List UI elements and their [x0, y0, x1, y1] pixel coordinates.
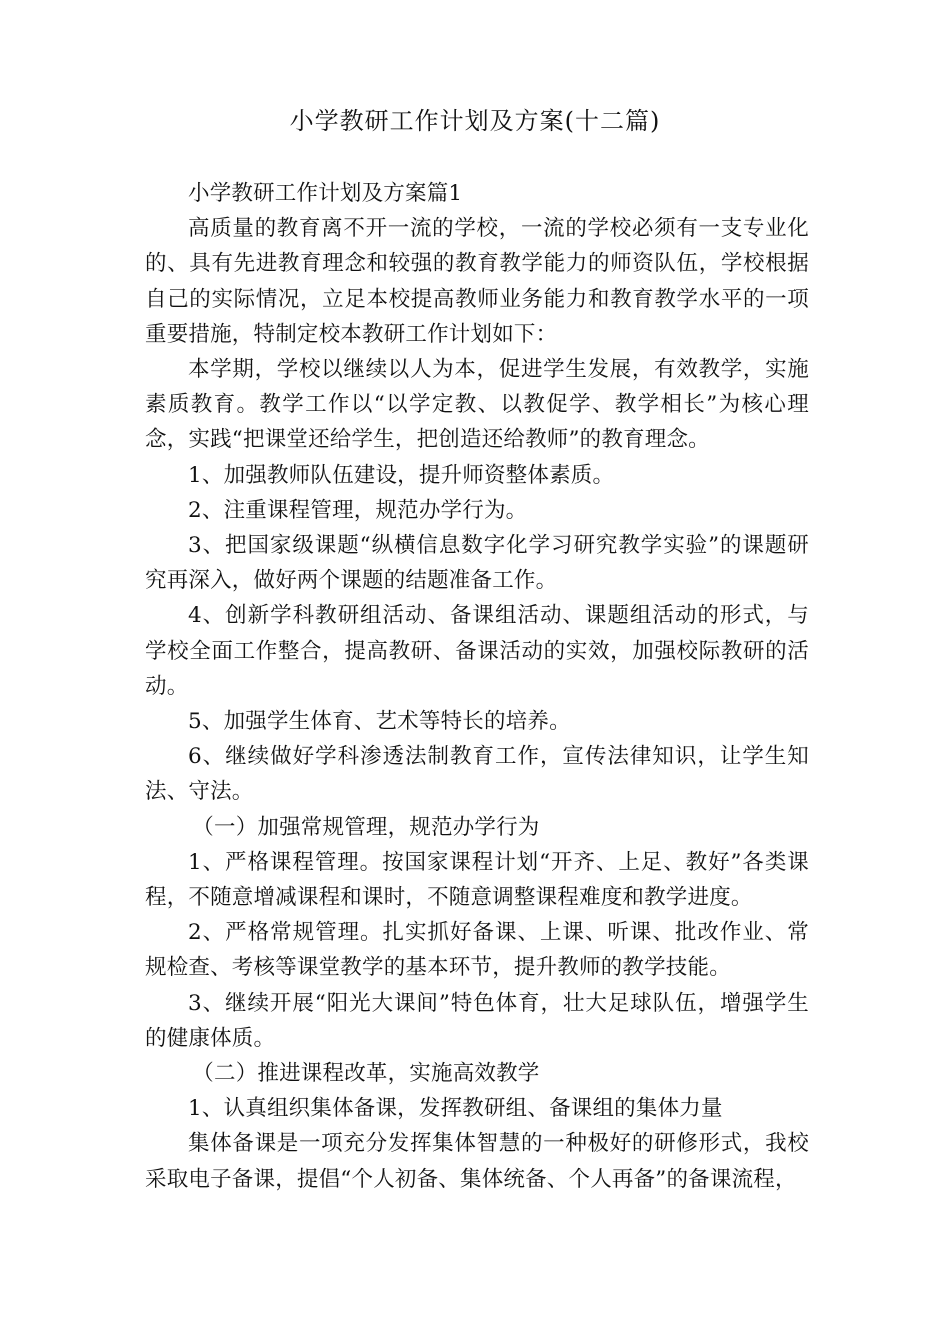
list-item: 2、严格常规管理。扎实抓好备课、上课、听课、批改作业、常规检查、考核等课堂教学的基本环节，提升教师的教学技能。	[145, 920, 809, 981]
paragraph: 高质量的教育离不开一流的学校，一流的学校必须有一支专业化的、具有先进教育理念和较强的教育教学能力的师资队伍，学校根据自己的实际情况，立足本校提高教师业务能力和教育教学水平的一项重要措施，特制定校本教研工作计划如下：	[145, 216, 809, 347]
list-item: 3、把国家级课题“纵横信息数字化学习研究教学实验”的课题研究再深入，做好两个课题的结题准备工作。	[145, 533, 809, 594]
paragraph: 集体备课是一项充分发挥集体智慧的一种极好的研修形式，我校采取电子备课，提倡“个人初备、集体统备、个人再备”的备课流程，	[145, 1131, 809, 1192]
section-heading: 小学教研工作计划及方案篇1	[188, 181, 463, 206]
list-item: 1、加强教师队伍建设，提升师资整体素质。	[188, 462, 615, 488]
document-title: 小学教研工作计划及方案(十二篇)	[289, 107, 661, 135]
subsection-heading: （一）加强常规管理，规范办学行为	[192, 814, 540, 840]
list-item: 2、注重课程管理，规范办学行为。	[188, 497, 528, 523]
document-body	[145, 176, 809, 1197]
list-item: 1、认真组织集体备课，发挥教研组、备课组的集体力量	[188, 1096, 723, 1122]
list-item: 5、加强学生体育、艺术等特长的培养。	[188, 709, 571, 735]
paragraph: 本学期，学校以继续以人为本，促进学生发展，有效教学，实施素质教育。教学工作以“以学定教、以教促学、教学相长”为核心理念，实践“把课堂还给学生，把创造还给教师”的教育理念。	[145, 357, 809, 453]
list-item: 1、严格课程管理。按国家课程计划“开齐、上足、教好”各类课程，不随意增减课程和课时，不随意调整课程难度和教学进度。	[145, 849, 809, 911]
list-item: 4、创新学科教研组活动、备课组活动、课题组活动的形式，与学校全面工作整合，提高教研、备课活动的实效，加强校际教研的活动。	[145, 603, 809, 699]
subsection-heading: （二）推进课程改革，实施高效教学	[192, 1061, 540, 1087]
list-item: 3、继续开展“阳光大课间”特色体育，壮大足球队伍，增强学生的健康体质。	[145, 990, 809, 1051]
list-item: 6、继续做好学科渗透法制教育工作，宣传法律知识，让学生知法、守法。	[145, 744, 809, 805]
